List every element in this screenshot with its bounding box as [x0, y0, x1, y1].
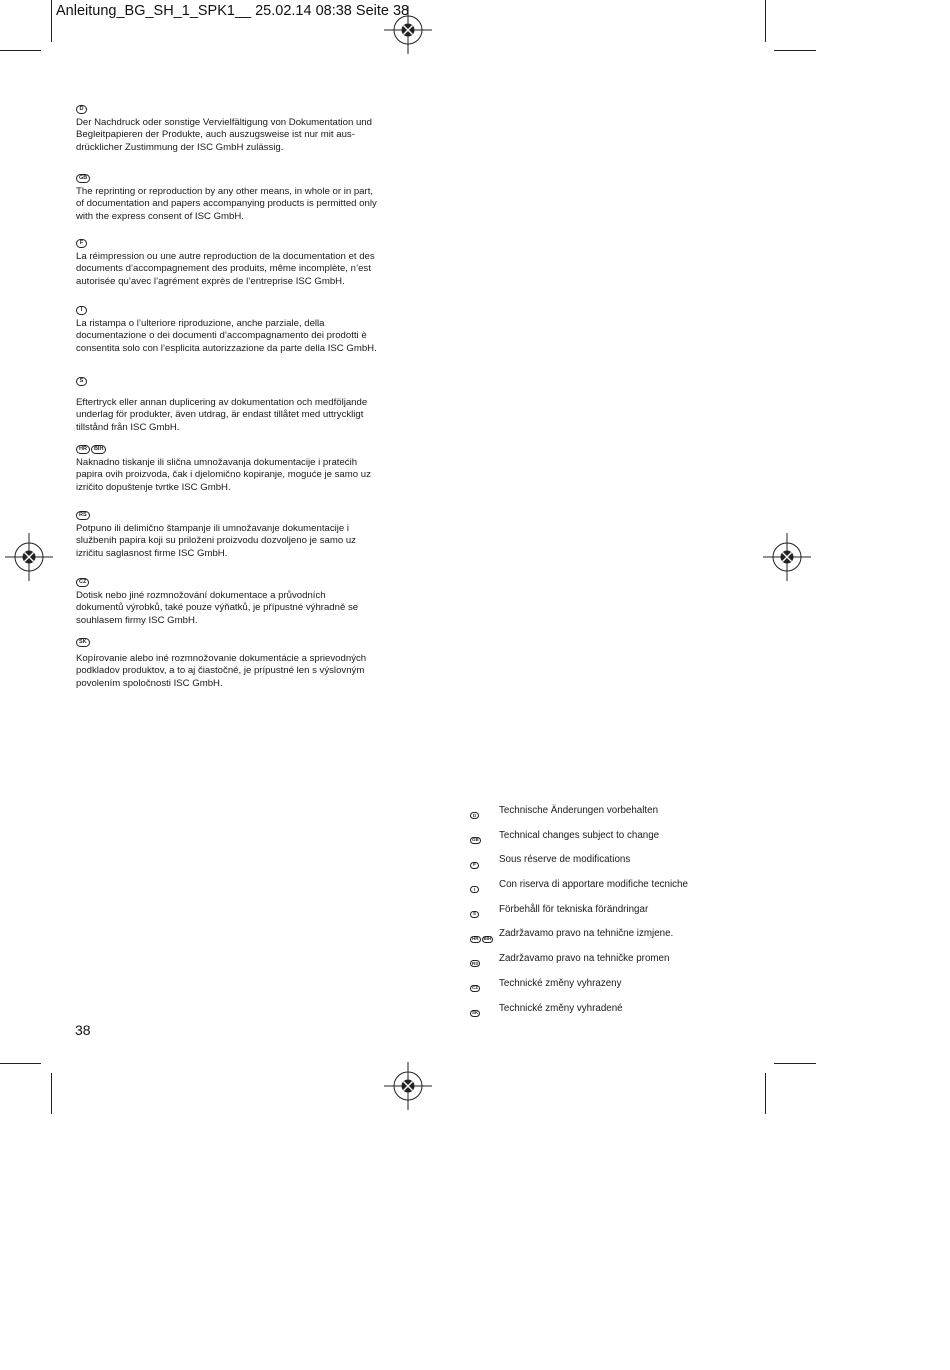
notice-text: Con riserva di apportare modifiche tecniche: [499, 879, 688, 891]
language-badge-icon: S: [76, 377, 87, 386]
language-badge-icon: D: [76, 105, 87, 114]
language-badge-icon: RS: [76, 511, 90, 520]
lang-block-de: [76, 101, 406, 154]
block-text: Der Nachdruck oder sonstige Vervielfältigung von Dokumentation und Begleitpapieren der Produkte, auch auszugsweise ist nur mit aus- drücklicher Zustimmung der ISC GmbH zulässig.: [76, 117, 372, 153]
block-text: Kopírovanie alebo iné rozmnožovanie dokumentácie a sprievodných podkladov produktov, a to aj čiastočné, je prípustné len s výslovným povolením spoločnosti ISC GmbH.: [76, 653, 367, 689]
notice-text: Sous réserve de modifications: [499, 854, 631, 866]
notice-text: Zadržavamo pravo na tehničke promen: [499, 953, 670, 965]
registration-mark-icon: [763, 533, 811, 581]
lang-block-se: [76, 373, 406, 434]
lang-block-it: [76, 302, 406, 355]
language-badge-icon: BIH: [91, 445, 106, 454]
registration-mark-icon: [5, 533, 53, 581]
notice-text: Technical changes subject to change: [499, 829, 660, 841]
notice-text: Zadržavamo pravo na tehnične izmjene.: [499, 928, 674, 940]
language-badge-icon: CZ: [472, 985, 478, 991]
registration-mark-icon: [384, 1062, 432, 1110]
language-badge-icon: D: [470, 812, 479, 819]
lang-block-rs: [76, 507, 406, 560]
block-text: Eftertryck eller annan duplicering av dokumentation och medföljande underlag för produkter, även utdrag, är endast tillåtet med uttryckligt tillstånd från ISC GmbH.: [76, 397, 368, 433]
language-badge-icon: I: [470, 886, 479, 893]
crop-mark: [0, 50, 41, 51]
block-text: The reprinting or reproduction by any other means, in whole or in part, of documentation and papers accompanying products is permitted only with the express consent of ISC GmbH.: [76, 186, 377, 222]
technical-changes-list: [470, 804, 790, 1026]
page-number: 38: [75, 1022, 91, 1038]
block-text: La ristampa o l’ulteriore riproduzione, anche parziale, della documentazione o dei documenti d’accompagnamento dei prodotti è consentita solo con l’esplicita autorizzazione da parte della ISC GmbH.: [76, 318, 377, 354]
language-badge-icon: F: [470, 862, 479, 869]
language-badge-icon: SK: [472, 1010, 479, 1016]
list-item: [470, 878, 790, 903]
notice-text: Technické změny vyhrazeny: [499, 977, 622, 989]
language-badge-icon: S: [470, 911, 479, 918]
language-badge-icon: RS: [472, 960, 479, 966]
list-item: [470, 927, 790, 952]
language-badge-icon: HR: [76, 445, 90, 454]
list-item: [470, 1002, 790, 1027]
block-text: La réimpression ou une autre reproduction de la documentation et des documents d’accompagnement des produits, même incomplète, n’est autorisée qu’avec l’agrément exprès de l’entreprise ISC GmbH.: [76, 251, 375, 287]
crop-mark: [51, 1073, 52, 1114]
list-item: [470, 903, 790, 928]
block-text: Naknadno tiskanje ili slična umnožavanja dokumentacije i pratećih papira ovih proizvoda, čak i djelomično kopiranje, moguće je samo uz izričito dopuštenje tvrtke ISC GmbH.: [76, 457, 371, 493]
crop-mark: [765, 0, 766, 42]
header-slug: Anleitung_BG_SH_1_SPK1__ 25.02.14 08:38 Seite 38: [56, 3, 410, 19]
crop-mark: [774, 50, 816, 51]
language-badge-icon: BIH: [483, 935, 492, 941]
language-badge-icon: GB: [472, 837, 479, 843]
crop-mark: [774, 1063, 816, 1064]
crop-mark: [765, 1073, 766, 1114]
list-item: [470, 829, 790, 854]
language-badge-icon: CZ: [76, 578, 89, 587]
language-badge-icon: SK: [76, 638, 90, 647]
crop-mark: [51, 0, 52, 42]
lang-block-gb: [76, 170, 406, 223]
list-item: [470, 952, 790, 977]
notice-text: Förbehåll för tekniska förändringar: [499, 903, 649, 915]
list-item: [470, 977, 790, 1002]
language-badge-icon: F: [76, 239, 87, 248]
lang-block-sk: [76, 634, 406, 690]
language-badge-icon: I: [76, 306, 87, 315]
notice-text: Technische Änderungen vorbehalten: [499, 805, 659, 816]
block-text: Potpuno ili delimično štampanje ili umnožavanje dokumentacije i službenih papira koji su priloženi proizvodu dozvoljeno je samo uz izričitu saglasnost firme ISC GmbH.: [76, 523, 356, 559]
language-badge-icon: HR: [472, 935, 479, 941]
notice-text: Technické změny vyhradené: [499, 1002, 623, 1014]
list-item: [470, 853, 790, 878]
language-badge-icon: GB: [76, 174, 90, 183]
list-item: [470, 804, 790, 829]
lang-block-cz: [76, 574, 406, 627]
lang-block-hr-bih: [76, 441, 406, 494]
block-text: Dotisk nebo jiné rozmnožování dokumentace a průvodních dokumentů výrobků, také pouze výňatků, je přípustné výhradně se souhlasem firmy ISC GmbH.: [76, 590, 359, 626]
lang-block-fr: [76, 235, 406, 288]
crop-mark: [0, 1063, 41, 1064]
registration-mark-icon: [384, 6, 432, 54]
